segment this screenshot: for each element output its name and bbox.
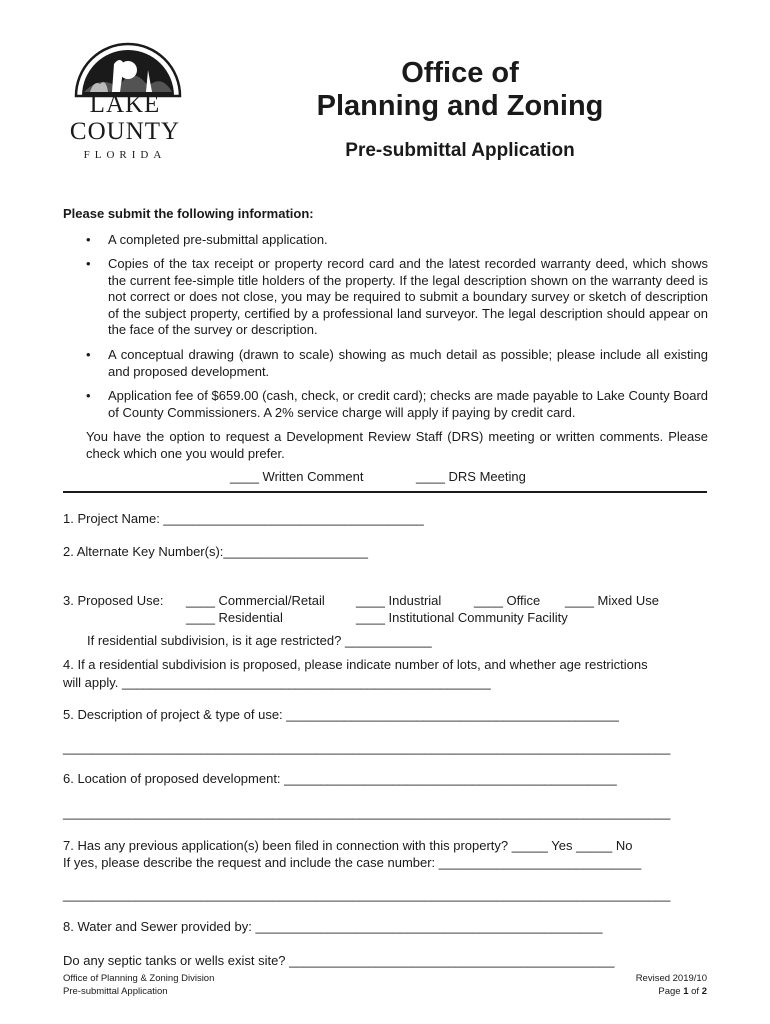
logo-text-florida: FLORIDA xyxy=(83,149,167,161)
field-water-sewer[interactable]: 8. Water and Sewer provided by: ________________________________________________ xyxy=(63,919,603,934)
intro-heading: Please submit the following information: xyxy=(63,206,314,221)
bullet-icon: • xyxy=(86,388,91,403)
option-instructions: You have the option to request a Development Review Staff (DRS) meeting or written comments. Please check which one you would prefer. xyxy=(86,429,708,461)
field-previous-application[interactable]: 7. Has any previous application(s) been filed in connection with this property? _____ Yes _____ No xyxy=(63,838,633,853)
field-residential-lots-line-1: 4. If a residential subdivision is proposed, please indicate number of lots, and whether age restrictions xyxy=(63,657,648,672)
footer-page-number xyxy=(658,985,707,998)
footer-division: Office of Planning & Zoning Division xyxy=(63,973,215,984)
option-residential[interactable]: ____ Residential xyxy=(186,610,283,625)
bullet-item-1: A completed pre-submittal application. xyxy=(108,232,328,247)
bullet-item-3: A conceptual drawing (drawn to scale) showing as much detail as possible; please include all existing and proposed development. xyxy=(108,347,708,379)
field-project-name[interactable]: 1. Project Name: ____________________________________ xyxy=(63,511,424,526)
option-industrial[interactable]: ____ Industrial xyxy=(356,593,442,608)
bullet-item-4: Application fee of $659.00 (cash, check, or credit card); checks are made payable to Lake County Board of County Commissioners. A 2% service charge will apply if paying by credit card. xyxy=(108,388,708,420)
field-proposed-use-label: 3. Proposed Use: xyxy=(63,593,164,608)
field-age-restricted[interactable]: If residential subdivision, is it age restricted? ____________ xyxy=(87,633,432,648)
footer-revised: Revised 2019/10 xyxy=(635,973,707,984)
page-title-line-1: Office of xyxy=(401,57,519,89)
option-office[interactable]: ____ Office xyxy=(474,593,541,608)
bullet-icon: • xyxy=(86,256,91,271)
footer-form-name: Pre-submittal Application xyxy=(63,986,168,997)
field-project-description-continued[interactable]: ____________________________________________________________________________________ xyxy=(63,740,671,755)
option-mixed-use[interactable]: ____ Mixed Use xyxy=(565,593,659,608)
option-commercial-retail[interactable]: ____ Commercial/Retail xyxy=(186,593,325,608)
page-subtitle: Pre-submittal Application xyxy=(345,140,575,161)
page-current: 1 xyxy=(683,986,689,997)
option-institutional[interactable]: ____ Institutional Community Facility xyxy=(356,610,568,625)
option-drs-meeting[interactable]: ____ DRS Meeting xyxy=(416,469,526,484)
bullet-item-2: Copies of the tax receipt or property record card and the latest recorded warranty deed, which shows the current fee-simple title holders of the property. If the legal description shown on the warranty deed is not correct or does not close, you may be required to submit a boundary survey or sketch of description of the subject property, certified by a professional land surveyor. The legal description should appear on the face of the survey or description. xyxy=(108,256,708,337)
section-divider xyxy=(63,491,707,493)
field-alternate-key[interactable]: 2. Alternate Key Number(s):____________________ xyxy=(63,544,368,559)
field-location-continued[interactable]: ____________________________________________________________________________________ xyxy=(63,805,671,820)
page-total: 2 xyxy=(701,986,707,997)
logo-text-county: COUNTY xyxy=(69,118,181,145)
field-project-description[interactable]: 5. Description of project & type of use: ______________________________________________ xyxy=(63,707,619,722)
logo-text-lake: LAKE xyxy=(89,91,161,118)
field-residential-lots[interactable]: will apply. ___________________________________________________ xyxy=(63,675,491,690)
field-case-number[interactable]: If yes, please describe the request and include the case number: ____________________________ xyxy=(63,855,642,870)
page-title-line-2: Planning and Zoning xyxy=(316,90,604,122)
field-septic-wells[interactable]: Do any septic tanks or wells exist site? _____________________________________________ xyxy=(63,953,615,968)
page-of: of xyxy=(688,986,702,997)
bullet-icon: • xyxy=(86,232,91,247)
option-written-comment[interactable]: ____ Written Comment xyxy=(230,469,364,484)
bullet-icon: • xyxy=(86,347,91,362)
page-prefix: Page xyxy=(658,986,684,997)
field-location[interactable]: 6. Location of proposed development: ______________________________________________ xyxy=(63,771,617,786)
field-case-number-continued[interactable]: ____________________________________________________________________________________ xyxy=(63,887,671,902)
